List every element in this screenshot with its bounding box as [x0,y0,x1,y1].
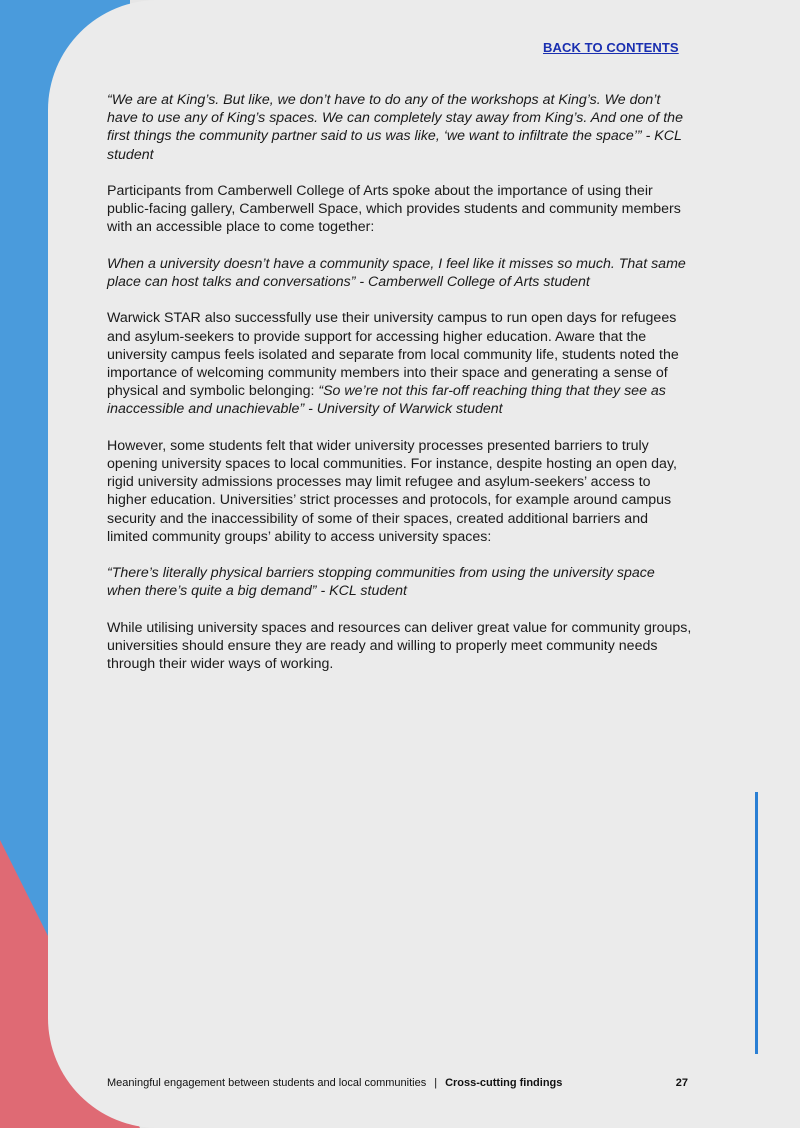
kcl-quote-paragraph: “We are at King’s. But like, we don’t have to do any of the workshops at King’s. We don’t have to use any of King’s spaces. We can completely stay away from King’s. And one of the first things the community partner said to us was like, ‘we want to infiltrate the space’” - KCL student [107,92,683,163]
back-to-contents-link[interactable]: BACK TO CONTENTS [543,40,679,55]
conclusion-paragraph: While utilising university spaces and resources can deliver great value for community groups, universities should ensure they are ready and willing to properly meet community needs through their wider ways of working. [107,619,692,673]
footer-doc-title: Meaningful engagement between students and local communities [107,1077,427,1089]
page-number: 27 [675,1077,688,1089]
warwick-paragraph [107,309,692,418]
barriers-paragraph: However, some students felt that wider university processes presented barriers to truly opening university spaces to local communities. For instance, despite hosting an open day, rigid university admissions processes may limit refugee and asylum-seekers’ access to higher education. Universities’ strict processes and protocols, for example around campus security and the inaccessibility of some of their spaces, created additional barriers and limited community groups’ ability to access university spaces: [107,437,677,545]
main-content [107,91,692,692]
footer-separator: | [434,1077,438,1089]
camberwell-paragraph: Participants from Camberwell College of Arts spoke about the importance of using their public-facing gallery, Camberwell Space, which provides students and community members with an accessible place to come together: [107,183,681,236]
camberwell-quote-paragraph: When a university doesn’t have a community space, I feel like it misses so much. That same place can host talks and conversations” - Camberwell College of Arts student [107,255,686,290]
kcl-barriers-quote-paragraph: “There’s literally physical barriers stopping communities from using the university space when there’s quite a big demand” - KCL student [107,565,655,600]
vertical-accent-bar [755,792,758,1054]
warwick-quote: “So we’re not this far-off reaching thing that they see as inaccessible and unachievable” - University of Warwick student [107,383,666,418]
footer-title-line [107,1077,562,1089]
footer-section-name: Cross-cutting findings [445,1077,563,1089]
warwick-paragraph-text: Warwick STAR also successfully use their university campus to run open days for refugees and asylum-seekers to provide support for accessing higher education. Aware that the university campus feels isolated and separate from local community life, students noted the importance of welcoming community members into their space and generating a sense of physical and symbolic belonging: [107,310,679,400]
